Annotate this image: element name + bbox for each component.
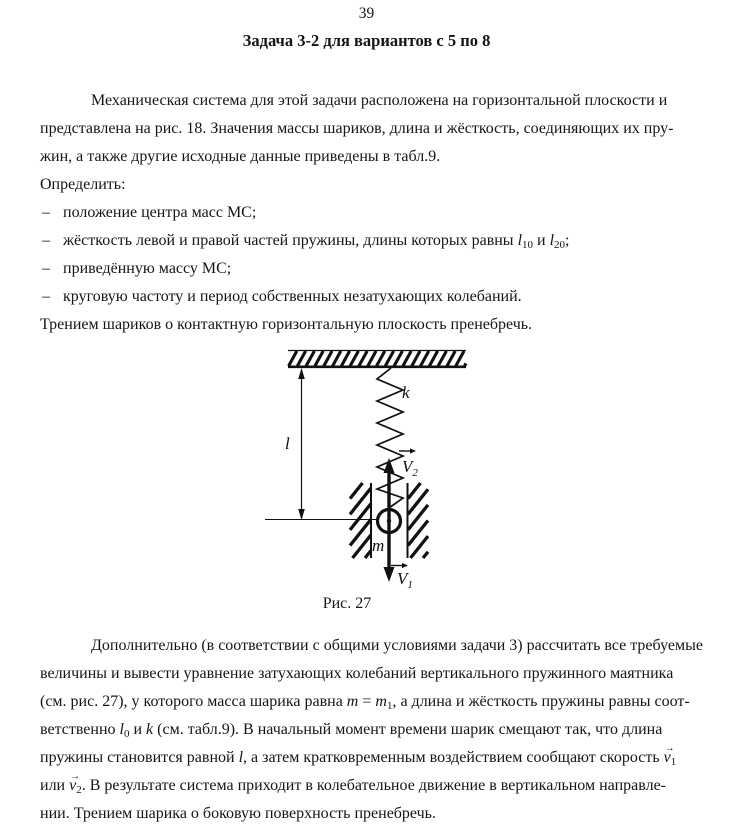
list-dash: – <box>42 204 50 221</box>
list-dash: – <box>42 288 50 305</box>
figure-caption: Рис. 27 <box>322 595 372 612</box>
length-label: l <box>285 434 290 453</box>
var-l20: l <box>549 232 555 249</box>
mass-label: m <box>372 536 385 555</box>
lower-text-block <box>40 632 705 828</box>
paragraph-line: Дополнительно (в соответствии с общими условиями задачи 3) рассчитать все требуемые <box>91 637 703 654</box>
vector-v1: → v <box>664 744 671 772</box>
paragraph-line: ветственно $l_0$ и k (см. табл.9). В начальный момент времени шарик смещают так, что длина <box>40 721 663 740</box>
list-item <box>40 283 705 311</box>
list-item-text: приведённую массу МС; <box>63 260 232 277</box>
vector-arrow-icon: → <box>70 771 81 782</box>
paragraph-line: величины и вывести уравнение затухающих колебаний вертикального пружинного маятника <box>40 665 674 682</box>
ball-center-dot <box>387 519 391 523</box>
v2-direction-arrowhead <box>410 448 416 453</box>
paragraph-line: Механическая система для этой задачи расположена на горизонтальной плоскости и <box>91 92 668 109</box>
left-guide-wall-hatch <box>350 483 371 558</box>
ceiling-hatch <box>288 351 466 366</box>
page-number: 39 <box>358 5 375 22</box>
figure-27 <box>258 344 488 594</box>
velocity-arrow-down <box>384 567 395 582</box>
spring-stiffness-label: k <box>402 383 410 402</box>
list-item <box>40 199 705 227</box>
var-l: l <box>238 749 244 766</box>
paragraph-line: нии. Трением шарика о боковую поверхность пренебречь. <box>40 805 436 822</box>
list-item <box>40 255 705 283</box>
var-l10: l <box>517 232 523 249</box>
dimension-arrow-up <box>298 368 305 379</box>
task-title: Задача 3-2 для вариантов с 5 по 8 <box>242 31 491 50</box>
paragraph-line: (см. рис. 27), у которого масса шарика равна $m = m_1$, а длина и жёсткость пружины равны соот- <box>40 693 690 712</box>
paragraph-line: представлена на рис. 18. Значения массы шариков, длина и жёсткость, соединяющих их пру- <box>40 120 674 137</box>
upper-text-block <box>40 87 705 339</box>
var-l0: l <box>119 721 124 738</box>
list-item-text: положение центра масс МС; <box>63 204 257 221</box>
var-k: k <box>146 721 154 738</box>
var-m1: m <box>375 693 387 710</box>
list-item: – жёсткость левой и правой частей пружины, длины которых равны $l_{10}$ и $l_{20}$; <box>40 227 705 255</box>
vector-v2: → v <box>69 772 76 800</box>
v2-label: $V_2$ <box>402 457 418 479</box>
paragraph-line: Определить: <box>40 176 126 193</box>
list-item-text: круговую частоту и период собственных незатухающих колебаний. <box>63 288 522 305</box>
v1-label: $V_1$ <box>397 569 413 591</box>
list-item-text: жёсткость левой и правой частей пружины, длины которых равны <box>63 232 518 249</box>
right-guide-wall-hatch <box>408 483 428 558</box>
dimension-arrow-down <box>298 509 305 520</box>
var-m: m <box>346 693 359 710</box>
v1-direction-arrowhead <box>402 563 408 568</box>
list-dash: – <box>42 260 50 277</box>
paragraph-line: пружины становится равной l, а затем кратковременным воздействием сообщают скорость → $v_1$ <box>40 744 705 772</box>
paragraph-line: жин, а также другие исходные данные приведены в табл.9. <box>40 148 441 165</box>
list-dash: – <box>42 232 50 249</box>
paragraph-line: или → $v_2$. В результате система приходит в колебательное движение в вертикальном направле- <box>40 772 705 800</box>
vector-arrow-icon: → <box>664 743 675 754</box>
paragraph-line: Трением шариков о контактную горизонтальную плоскость пренебречь. <box>40 316 533 333</box>
